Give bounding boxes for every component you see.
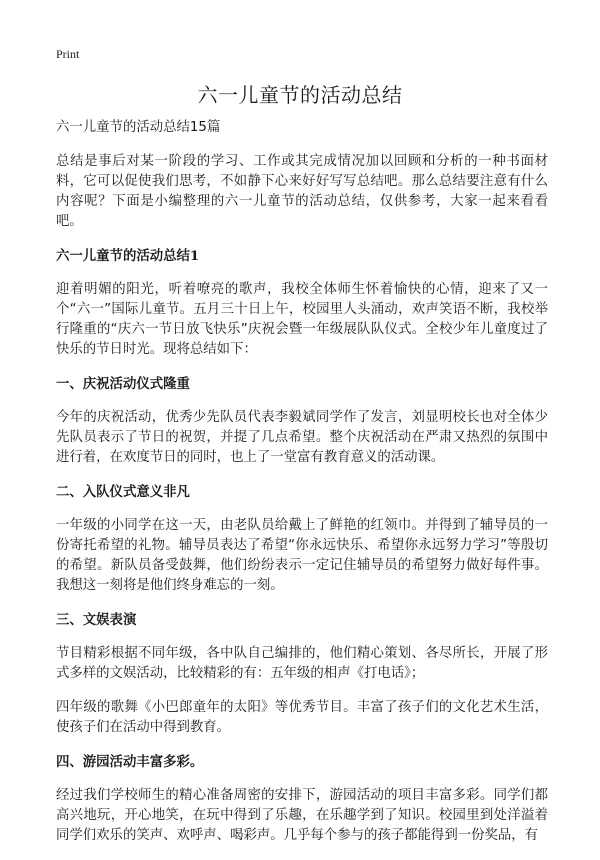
document-subtitle: 六一儿童节的活动总结15篇 [56, 120, 221, 135]
subheading-induction: 二、入队仪式意义非凡 [56, 484, 190, 500]
paragraph-garden-party: 经过我们学校师生的精心准备周密的安排下，游园活动的项目丰富多彩。同学们都高兴地玩，开心地笑，在玩中得到了乐趣，在乐趣学到了知识。校园里到处洋溢着同学们欢乐的笑声、欢呼声、喝彩声。几乎每个参与的孩子都能得到一份奖品，有 [56, 788, 548, 843]
section-heading-1: 六一儿童节的活动总结1 [56, 248, 200, 264]
paragraph-performance-1: 节目精彩根据不同年级，各中队自己编排的，他们精心策划、各尽所长，开展了形式多样的文娱活动，比较精彩的有：五年级的相声《打电话》； [56, 646, 548, 681]
print-link[interactable]: Print [56, 47, 80, 61]
intro-paragraph: 总结是事后对某一阶段的学习、工作或其完成情况加以回顾和分析的一种书面材料，它可以促使我们思考，不如静下心来好好写写总结吧。那么总结要注意有什么内容呢？下面是小编整理的六一儿童节的活动总结，仅供参考，大家一起来看看吧。 [56, 154, 548, 229]
subheading-ceremony: 一、庆祝活动仪式隆重 [56, 376, 190, 392]
document-body [56, 118, 548, 860]
section-1-paragraph: 迎着明媚的阳光，听着嘹亮的歌声，我校全体师生怀着愉快的心情，迎来了又一个“六一”国际儿童节。五月三十日上午，校园里人头涌动，欢声笑语不断，我校举行隆重的“庆六一节日放飞快乐”庆祝会暨一年级展队队仪式。全校少年儿童度过了快乐的节日时光。现将总结如下： [56, 282, 548, 357]
paragraph-performance-2: 四年级的歌舞《小巴郎童年的太阳》等优秀节目。丰富了孩子们的文化艺术生活，使孩子们在活动中得到教育。 [56, 700, 548, 735]
paragraph-induction: 一年级的小同学在这一天，由老队员给戴上了鲜艳的红领巾。并得到了辅导员的一份寄托希望的礼物。辅导员表达了希望“你永远快乐、希望你永远努力学习”等殷切的希望。新队员备受鼓舞，他们纷纷表示一定记住辅导员的希望努力做好每件事。我想这一刻将是他们终身难忘的一刻。 [56, 518, 548, 593]
paragraph-ceremony: 今年的庆祝活动，优秀少先队员代表李毅斌同学作了发言，刘显明校长也对全体少先队员表示了节日的祝贺，并提了几点希望。整个庆祝活动在严肃又热烈的氛围中进行着，在欢度节日的同时，也上了一堂富有教育意义的活动课。 [56, 410, 548, 465]
subheading-garden-party: 四、游园活动丰富多彩。 [56, 754, 204, 770]
document-title: 六一儿童节的活动总结 [197, 83, 403, 107]
subheading-performance: 三、文娱表演 [56, 612, 137, 628]
